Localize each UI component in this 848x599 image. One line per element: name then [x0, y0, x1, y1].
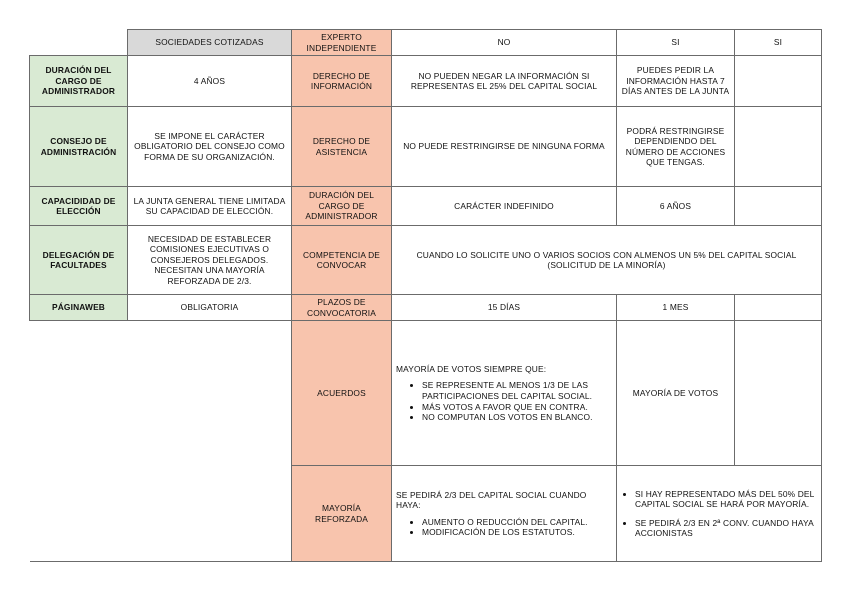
row-label-right: PLAZOS DE CONVOCATORIA [292, 295, 392, 321]
header-experto-independiente: EXPERTO INDEPENDIENTE [292, 30, 392, 56]
empty-cell [128, 466, 292, 562]
row-si-value: 6 AÑOS [617, 187, 735, 226]
row-no-value: NO PUEDEN NEGAR LA INFORMACIÓN SI REPRESENTAS EL 25% DEL CAPITAL SOCIAL [392, 56, 617, 107]
row-label: CONSEJO DE ADMINISTRACIÓN [30, 107, 128, 187]
list-item: • MÁS VOTOS A FAVOR QUE EN CONTRA. [422, 402, 612, 413]
mayoria-si-content [617, 466, 822, 562]
row-no-value: NO PUEDE RESTRINGIRSE DE NINGUNA FORMA [392, 107, 617, 187]
row-value: NECESIDAD DE ESTABLECER COMISIONES EJECUTIVAS O CONSEJEROS DELEGADOS. NECESITAN UNA MAYORÍA REFORZADA DE 2/3. [128, 226, 292, 295]
header-si: SI [617, 30, 735, 56]
mayoria-label: MAYORÍA REFORZADA [292, 466, 392, 562]
list-item: • NO COMPUTAN LOS VOTOS EN BLANCO. [422, 412, 612, 423]
row-value: 4 AÑOS [128, 56, 292, 107]
row-label: PÁGINAWEB [30, 295, 128, 321]
header-row [30, 30, 822, 56]
row-si-value: PODRÁ RESTRINGIRSE DEPENDIENDO DEL NÚMERO DE ACCIONES QUE TENGAS. [617, 107, 735, 187]
header-sociedades-cotizadas: SOCIEDADES COTIZADAS [128, 30, 292, 56]
mayoria-intro: SE PEDIRÁ 2/3 DEL CAPITAL SOCIAL CUANDO HAYA: [396, 489, 587, 511]
mayoria-list [396, 517, 612, 538]
table-row [30, 187, 822, 226]
list-item: • SE PEDIRÁ 2/3 EN 2ª CONV. CUANDO HAYA ACCIONISTAS [635, 518, 817, 539]
empty-cell [30, 466, 128, 562]
header-si-2: SI [735, 30, 822, 56]
acuerdos-intro: MAYORÍA DE VOTOS SIEMPRE QUE: [396, 363, 547, 374]
row-si-value: 1 MES [617, 295, 735, 321]
table-row [30, 107, 822, 187]
table-row [30, 295, 822, 321]
acuerdos-label: ACUERDOS [292, 321, 392, 466]
header-no: NO [392, 30, 617, 56]
row-label-right: DERECHO DE INFORMACIÓN [292, 56, 392, 107]
row-label-right: DERECHO DE ASISTENCIA [292, 107, 392, 187]
row-empty [735, 56, 822, 107]
row-label: CAPACIDIDAD DE ELECCIÓN [30, 187, 128, 226]
list-item: • MODIFICACIÓN DE LOS ESTATUTOS. [422, 527, 612, 538]
row-label: DELEGACIÓN DE FACULTADES [30, 226, 128, 295]
row-empty [735, 107, 822, 187]
row-no-value: 15 DÍAS [392, 295, 617, 321]
row-label: DURACIÓN DEL CARGO DE ADMINISTRADOR [30, 56, 128, 107]
row-no-value: CARÁCTER INDEFINIDO [392, 187, 617, 226]
mayoria-content [392, 466, 617, 562]
acuerdos-list [396, 380, 612, 422]
mayoria-si-list [621, 489, 817, 539]
row-value: OBLIGATORIA [128, 295, 292, 321]
acuerdos-si-value: MAYORÍA DE VOTOS [617, 321, 735, 466]
empty-corner [30, 30, 128, 56]
acuerdos-row [30, 321, 822, 466]
row-merged-value: CUANDO LO SOLICITE UNO O VARIOS SOCIOS CON ALMENOS UN 5% DEL CAPITAL SOCIAL (SOLICITUD DE LA MINORÍA) [392, 226, 822, 295]
row-empty [735, 187, 822, 226]
table-row [30, 226, 822, 295]
row-label-right: COMPETENCIA DE CONVOCAR [292, 226, 392, 295]
acuerdos-content [392, 321, 617, 466]
row-label-right: DURACIÓN DEL CARGO DE ADMINISTRADOR [292, 187, 392, 226]
comparison-table [29, 29, 822, 562]
row-value: LA JUNTA GENERAL TIENE LIMITADA SU CAPACIDAD DE ELECCIÓN. [128, 187, 292, 226]
empty-cell [128, 321, 292, 466]
mayoria-row [30, 466, 822, 562]
row-empty [735, 321, 822, 466]
list-item: • SE REPRESENTE AL MENOS 1/3 DE LAS PARTICIPACIONES DEL CAPITAL SOCIAL. [422, 380, 612, 401]
row-si-value: PUEDES PEDIR LA INFORMACIÓN HASTA 7 DÍAS ANTES DE LA JUNTA [617, 56, 735, 107]
row-empty [735, 295, 822, 321]
empty-cell [30, 321, 128, 466]
row-value: SE IMPONE EL CARÁCTER OBLIGATORIO DEL CONSEJO COMO FORMA DE SU ORGANIZACIÓN. [128, 107, 292, 187]
list-item: • SI HAY REPRESENTADO MÁS DEL 50% DEL CAPITAL SOCIAL SE HARÁ POR MAYORÍA. [635, 489, 817, 510]
list-item: • AUMENTO O REDUCCIÓN DEL CAPITAL. [422, 517, 612, 528]
table-row [30, 56, 822, 107]
